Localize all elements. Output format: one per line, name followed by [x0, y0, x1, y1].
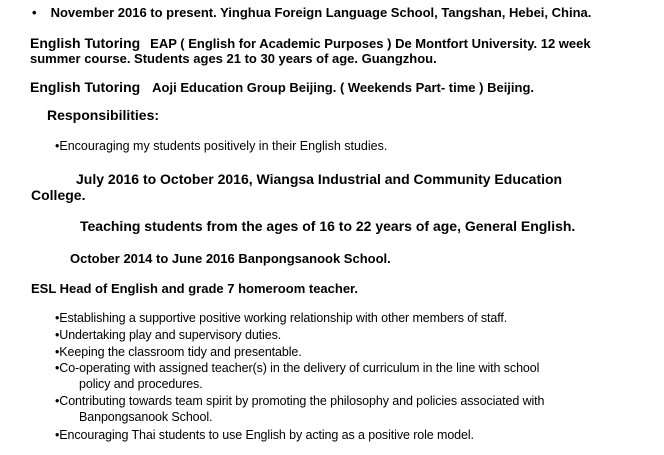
- duty-text: Establishing a supportive positive working relationship with other members of staff.: [59, 311, 508, 325]
- wiangsa-line1: July 2016 to October 2016, Wiangsa Industrial and Community Education: [76, 171, 563, 187]
- bullet-icon: •: [32, 5, 37, 20]
- tutoring-title-2: English Tutoring: [30, 79, 141, 95]
- tutoring-eap-line1: EAP ( English for Academic Purposes ) De Montfort University. 12 week: [150, 36, 591, 51]
- tutoring-aoji-text: Aoji Education Group Beijing. ( Weekends Part- time ) Beijing.: [152, 80, 535, 95]
- banpong-dates: October 2014 to June 2016 Banpongsanook School.: [70, 251, 391, 266]
- wiangsa-line2: College.: [31, 187, 86, 203]
- duty-item: [55, 345, 302, 359]
- employment-entry-yinghua: [32, 5, 591, 20]
- bullet-icon: •: [55, 361, 60, 375]
- wiangsa-teaching: Teaching students from the ages of 16 to 22 years of age, General English.: [80, 218, 576, 234]
- bullet-icon: •: [55, 428, 60, 442]
- responsibility-item: [55, 139, 387, 153]
- duty-item: [55, 428, 474, 442]
- responsibility-text: Encouraging my students positively in their English studies.: [59, 139, 388, 153]
- duty-text-continuation: policy and procedures.: [79, 377, 203, 391]
- duty-item: [55, 361, 539, 375]
- bullet-icon: •: [55, 139, 60, 153]
- responsibilities-heading: Responsibilities:: [47, 107, 160, 123]
- duty-text-continuation: Banpongsanook School.: [79, 410, 213, 424]
- tutoring-entry-aoji: [30, 79, 534, 95]
- duty-text: Keeping the classroom tidy and presentable.: [59, 345, 302, 359]
- duty-text: Contributing towards team spirit by promoting the philosophy and policies associated with: [59, 394, 545, 408]
- tutoring-entry-eap: [30, 35, 591, 51]
- banpong-role: ESL Head of English and grade 7 homeroom teacher.: [31, 281, 359, 296]
- bullet-icon: •: [55, 394, 60, 408]
- tutoring-title: English Tutoring: [30, 35, 141, 51]
- duty-text: Co-operating with assigned teacher(s) in the delivery of curriculum in the line with school: [59, 361, 540, 375]
- entry-yinghua-text: November 2016 to present. Yinghua Foreign Language School, Tangshan, Hebei, China.: [50, 5, 592, 20]
- duty-item: [55, 311, 507, 325]
- duty-item: [55, 394, 544, 408]
- duty-item: [55, 328, 281, 342]
- bullet-icon: •: [55, 311, 60, 325]
- duty-text: Undertaking play and supervisory duties.: [59, 328, 282, 342]
- duty-text: Encouraging Thai students to use English by acting as a positive role model.: [59, 428, 474, 442]
- bullet-icon: •: [55, 328, 60, 342]
- tutoring-eap-line2: summer course. Students ages 21 to 30 years of age. Guangzhou.: [30, 51, 437, 66]
- bullet-icon: •: [55, 345, 60, 359]
